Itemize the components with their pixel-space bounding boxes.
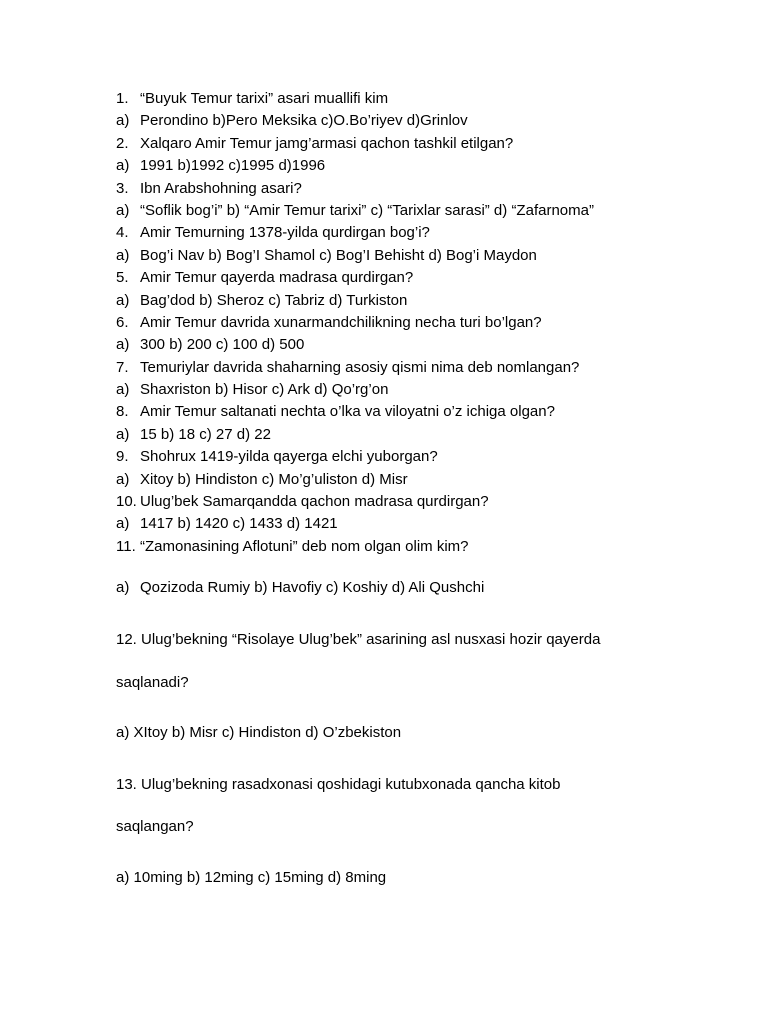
line-text: Bog’i Nav b) Bog’I Shamol c) Bog’I Behisht d) Bog’i Maydon bbox=[140, 246, 537, 264]
question-line bbox=[116, 133, 716, 155]
line-marker: 7. bbox=[116, 358, 129, 376]
line-marker: a) bbox=[116, 157, 130, 175]
answer-line bbox=[116, 200, 716, 222]
question-line bbox=[116, 536, 716, 558]
line-marker: a) bbox=[116, 112, 130, 130]
question-11-answer bbox=[116, 577, 736, 599]
line-text: Perondino b)Pero Meksika c)O.Bo’riyev d)Grinlov bbox=[140, 112, 468, 130]
line-text: “Soflik bog’i” b) “Amir Temur tarixi” c) “Tarixlar sarasi” d) “Zafarnoma” bbox=[140, 201, 594, 219]
line-text: Shohrux 1419-yilda qayerga elchi yuborgan? bbox=[140, 448, 438, 466]
line-text: 15 b) 18 c) 27 d) 22 bbox=[140, 425, 271, 443]
line-text: Amir Temurning 1378-yilda qurdirgan bog’i? bbox=[140, 224, 430, 242]
answer-line bbox=[116, 334, 716, 356]
answer-line bbox=[116, 513, 716, 535]
line-text: Amir Temur davrida xunarmandchilikning necha turi bo’lgan? bbox=[140, 313, 542, 331]
question-line bbox=[116, 401, 716, 423]
line-text: Bag’dod b) Sheroz c) Tabriz d) Turkiston bbox=[140, 291, 408, 309]
line-marker: a) bbox=[116, 515, 130, 533]
line-marker: 11. bbox=[116, 537, 136, 555]
question-12-answer: a) XItoy b) Misr c) Hindiston d) O’zbekiston bbox=[116, 724, 402, 741]
question-12-line-2: saqlanadi? bbox=[116, 674, 189, 691]
line-marker: 10. bbox=[116, 493, 137, 511]
line-marker: 5. bbox=[116, 269, 129, 287]
line-marker: 9. bbox=[116, 448, 129, 466]
answer-line bbox=[116, 290, 716, 312]
line-marker: 3. bbox=[116, 179, 129, 197]
line-text: Shaxriston b) Hisor c) Ark d) Qo’rg’on bbox=[140, 381, 389, 399]
line-text: “Zamonasining Aflotuni” deb nom olgan olim kim? bbox=[140, 537, 469, 555]
question-line bbox=[116, 178, 716, 200]
line-marker: 2. bbox=[116, 134, 129, 152]
line-text: 300 b) 200 c) 100 d) 500 bbox=[140, 336, 305, 354]
line-text: Xitoy b) Hindiston c) Mo’g’uliston d) Misr bbox=[140, 470, 408, 488]
line-marker: a) bbox=[116, 470, 130, 488]
line-text: Xalqaro Amir Temur jamg’armasi qachon tashkil etilgan? bbox=[140, 134, 514, 152]
line-text: Temuriylar davrida shaharning asosiy qismi nima deb nomlangan? bbox=[140, 358, 580, 376]
line-marker: 4. bbox=[116, 224, 129, 242]
answer-line bbox=[116, 469, 716, 491]
line-marker: a) bbox=[116, 425, 130, 443]
question-13-line-2: saqlangan? bbox=[116, 818, 194, 835]
question-13-answer: a) 10ming b) 12ming c) 15ming d) 8ming bbox=[116, 869, 387, 886]
line-marker: 6. bbox=[116, 313, 129, 331]
line-marker: a) bbox=[116, 579, 130, 596]
line-text: Amir Temur qayerda madrasa qurdirgan? bbox=[140, 269, 414, 287]
line-text: Ulug’bek Samarqandda qachon madrasa qurdirgan? bbox=[140, 493, 489, 511]
line-text: Amir Temur saltanati nechta o’lka va viloyatni o’z ichiga olgan? bbox=[140, 403, 555, 421]
line-text: 1417 b) 1420 c) 1433 d) 1421 bbox=[140, 515, 338, 533]
line-marker: 1. bbox=[116, 90, 129, 107]
answer-line bbox=[116, 245, 716, 267]
line-marker: 8. bbox=[116, 403, 129, 421]
answer-line bbox=[116, 110, 716, 132]
question-line bbox=[116, 446, 716, 468]
line-marker: a) bbox=[116, 201, 130, 219]
line-text: Qozizoda Rumiy b) Havofiy c) Koshiy d) Ali Qushchi bbox=[140, 579, 485, 596]
line-marker: a) bbox=[116, 381, 130, 399]
question-line bbox=[116, 312, 716, 334]
question-line bbox=[116, 491, 716, 513]
question-12-line-1: 12. Ulug’bekning “Risolaye Ulug’bek” asarining asl nusxasi hozir qayerda bbox=[116, 631, 601, 648]
answer-line bbox=[116, 424, 716, 446]
question-line bbox=[116, 222, 716, 244]
line-marker: a) bbox=[116, 291, 130, 309]
question-line bbox=[116, 88, 716, 110]
question-line bbox=[116, 357, 716, 379]
answer-line bbox=[116, 379, 716, 401]
line-text: 1991 b)1992 c)1995 d)1996 bbox=[140, 157, 326, 175]
line-marker: a) bbox=[116, 336, 130, 354]
answer-line bbox=[116, 155, 716, 177]
question-list bbox=[116, 88, 716, 558]
question-13-line-1: 13. Ulug’bekning rasadxonasi qoshidagi kutubxonada qancha kitob bbox=[116, 776, 561, 793]
line-text: “Buyuk Temur tarixi” asari muallifi kim bbox=[140, 90, 389, 107]
question-line bbox=[116, 267, 716, 289]
line-marker: a) bbox=[116, 246, 130, 264]
line-text: Ibn Arabshohning asari? bbox=[140, 179, 302, 197]
